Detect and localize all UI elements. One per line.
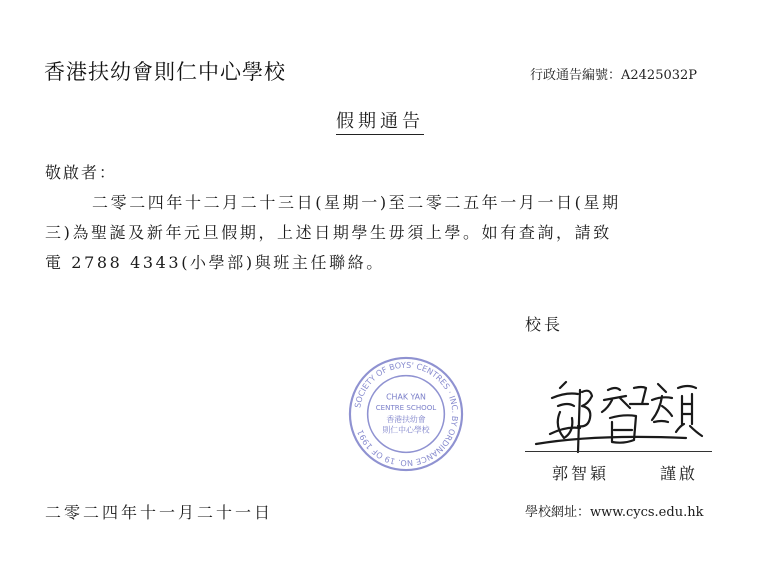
body-line: 電 2788 4343(小學部)與班主任聯絡。: [45, 253, 385, 272]
school-seal: [347, 355, 465, 473]
signer-closing: 謹啟: [660, 464, 699, 483]
signature-line: [525, 451, 712, 452]
seal-center-line: 香港扶幼會: [386, 414, 426, 424]
notice-number: 行政通告編號：A2425032P: [530, 68, 698, 83]
body-line: 二零二四年十二月二十三日(星期一)至二零二五年一月一日(星期: [92, 193, 621, 212]
notice-title: 假期通告: [336, 107, 424, 135]
handwritten-signature: [530, 370, 710, 455]
seal-center-line: 則仁中心學校: [382, 425, 430, 435]
seal-center-line: CENTRE SCHOOL: [375, 403, 437, 413]
signer-name: 郭智穎: [552, 464, 610, 483]
body-line: 三)為聖誕及新年元旦假期，上述日期學生毋須上學。如有查詢，請致: [45, 223, 612, 242]
issue-date: 二零二四年十一月二十一日: [45, 503, 274, 522]
seal-ring-text: SOCIETY OF BOYS' CENTRES · INC. BY ORDINANCE NO. 19 OF 1991: [353, 360, 460, 468]
school-website: 學校網址：www.cycs.edu.hk: [525, 505, 704, 520]
principal-title: 校長: [525, 315, 564, 334]
school-name: 香港扶幼會則仁中心學校: [44, 60, 286, 84]
seal-center-line: CHAK YAN: [386, 392, 426, 402]
salutation: 敬啟者：: [45, 163, 118, 182]
